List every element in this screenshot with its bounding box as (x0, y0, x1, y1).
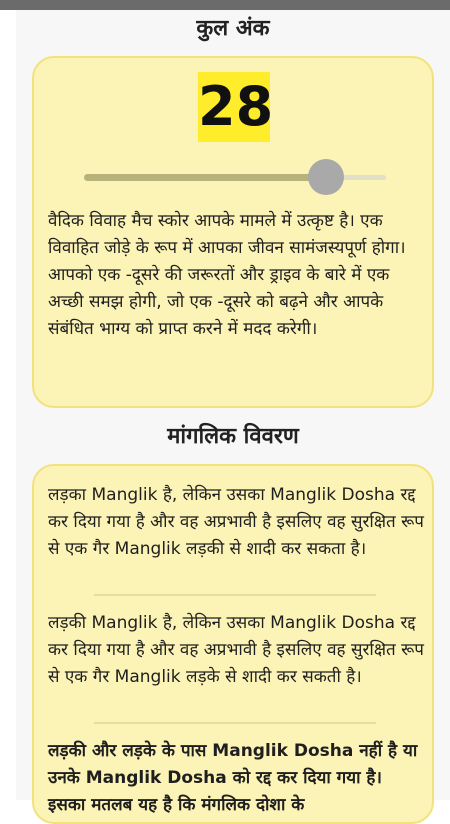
slider-fill (84, 174, 326, 181)
divider (94, 722, 376, 724)
score-slider[interactable] (84, 158, 386, 198)
manglik-card (32, 464, 434, 824)
total-score-card (32, 56, 434, 408)
manglik-boy-text: लड़का Manglik है, लेकिन उसका Manglik Dosha रद्द कर दिया गया है और वह अप्रभावी है इसलिए वह सुरक्षित रूप से एक गैर Manglik लड़की से शादी कर सकता है। (48, 485, 424, 559)
status-bar (0, 0, 450, 10)
slider-thumb[interactable] (308, 159, 344, 195)
manglik-conclusion-text: लड़की और लड़के के पास Manglik Dosha नहीं है या उनके Manglik Dosha को रद्द कर दिया गया है। इसका मतलब यह है कि मंगलिक दोशा के (48, 741, 418, 815)
score-description: वैदिक विवाह मैच स्कोर आपके मामले में उत्कृष्ट है। एक विवाहित जोड़े के रूप में आपका जीवन सामंजस्यपूर्ण होगा। आपको एक -दूसरे की जरूरतों और ड्राइव के बारे में एक अच्छी समझ होगी, जो एक -दूसरे को बढ़ने और आपके संबंधित भाग्य को प्राप्त करने में मदद करेगी। (48, 211, 406, 339)
score-value: 28 (198, 72, 270, 142)
match-result-page (16, 10, 450, 815)
total-score-heading: कुल अंक (196, 16, 270, 41)
divider (94, 594, 376, 596)
manglik-girl-text: लड़की Manglik है, लेकिन उसका Manglik Dosha रद्द कर दिया गया है और वह अप्रभावी है इसलिए वह सुरक्षित रूप से एक गैर Manglik लड़के से शादी कर सकती है। (48, 613, 424, 687)
manglik-heading: मांगलिक विवरण (167, 424, 299, 449)
